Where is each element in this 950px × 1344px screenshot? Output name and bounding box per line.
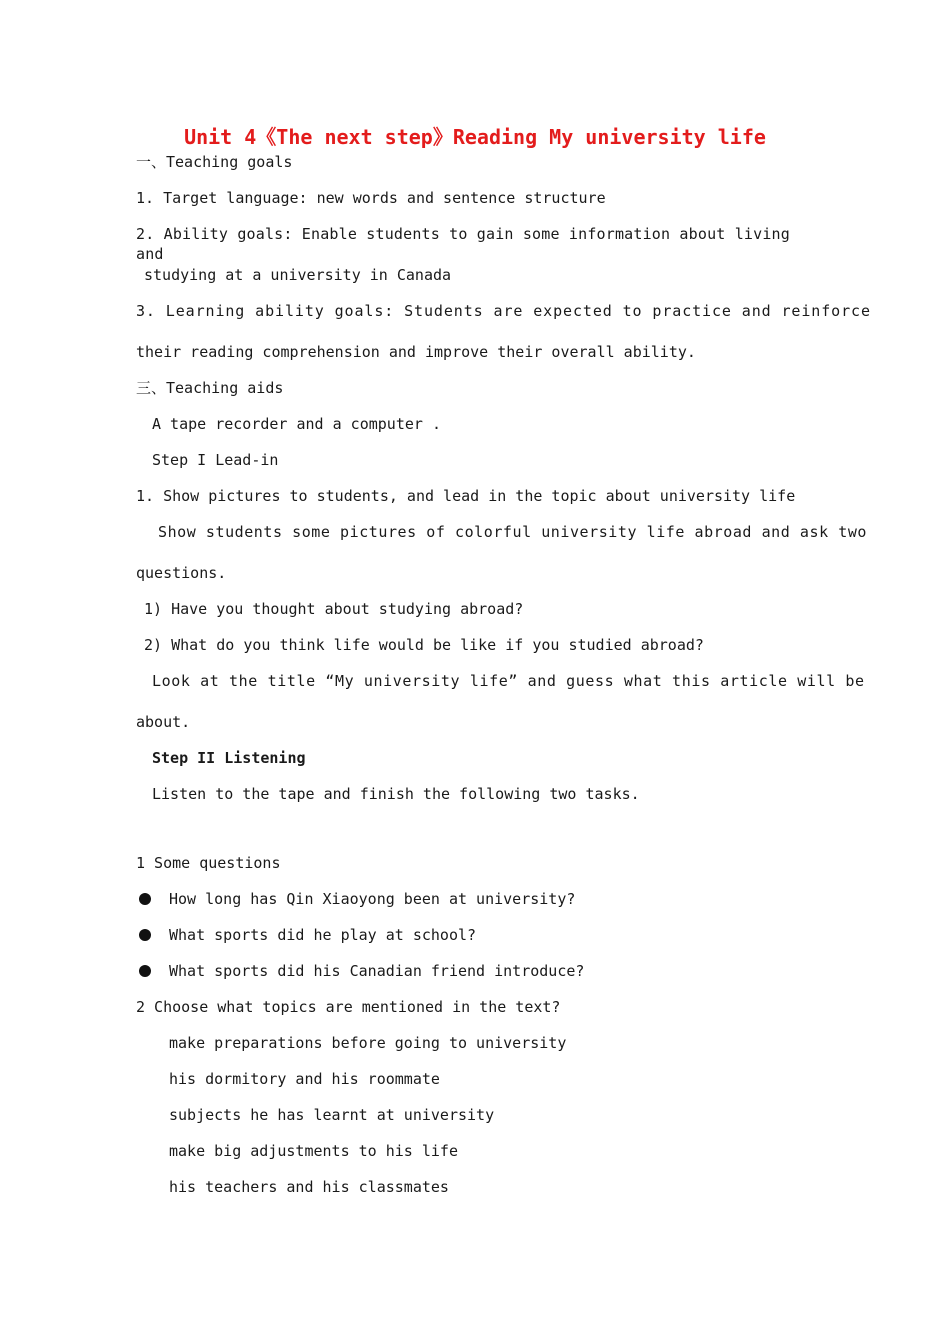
topic-item: make preparations before going to university xyxy=(169,1034,567,1052)
step1-look-line1: Look at the title “My university life” and guess what this article will be xyxy=(152,672,865,690)
goal-ability-line2: studying at a university in Canada xyxy=(144,266,452,284)
step1-paragraph-line1: Show students some pictures of colorful university life abroad and ask two xyxy=(158,523,867,541)
topic-item: subjects he has learnt at university xyxy=(169,1106,495,1124)
bullet-icon xyxy=(139,893,151,905)
question-item: What sports did he play at school? xyxy=(169,926,477,944)
step2-intro: Listen to the tape and finish the following two tasks. xyxy=(152,785,640,803)
question-item: How long has Qin Xiaoyong been at university? xyxy=(169,890,576,908)
goal-learning-line1: 3. Learning ability goals: Students are expected to practice and reinforce xyxy=(136,302,871,320)
step1-item1: 1. Show pictures to students, and lead in the topic about university life xyxy=(136,487,796,505)
step1-question-2: 2) What do you think life would be like if you studied abroad? xyxy=(144,636,704,654)
page-title: Unit 4《The next step》Reading My university life xyxy=(184,125,766,149)
step1-paragraph-line2: questions. xyxy=(136,564,227,582)
topic-item: his teachers and his classmates xyxy=(169,1178,449,1196)
teaching-aids-text: A tape recorder and a computer . xyxy=(152,415,441,433)
goal-target-language: 1. Target language: new words and sentence structure xyxy=(136,189,606,207)
step1-look-line2: about. xyxy=(136,713,191,731)
bullet-icon xyxy=(139,965,151,977)
task2-label: 2 Choose what topics are mentioned in the text? xyxy=(136,998,561,1016)
task1-label: 1 Some questions xyxy=(136,854,281,872)
topic-item: make big adjustments to his life xyxy=(169,1142,458,1160)
question-item: What sports did his Canadian friend introduce? xyxy=(169,962,585,980)
teaching-goals-heading: 一、Teaching goals xyxy=(136,153,293,171)
bullet-icon xyxy=(139,929,151,941)
step2-heading: Step II Listening xyxy=(152,749,306,767)
goal-ability-line1 xyxy=(136,224,814,264)
topic-item: his dormitory and his roommate xyxy=(169,1070,440,1088)
step1-question-1: 1) Have you thought about studying abroad? xyxy=(144,600,524,618)
goal-learning-line2: their reading comprehension and improve their overall ability. xyxy=(136,343,696,361)
step1-heading: Step I Lead-in xyxy=(152,451,279,469)
teaching-aids-heading: 三、Teaching aids xyxy=(136,379,284,397)
goal-ability-text: 2. Ability goals: Enable students to gain some information about living and xyxy=(136,225,790,263)
